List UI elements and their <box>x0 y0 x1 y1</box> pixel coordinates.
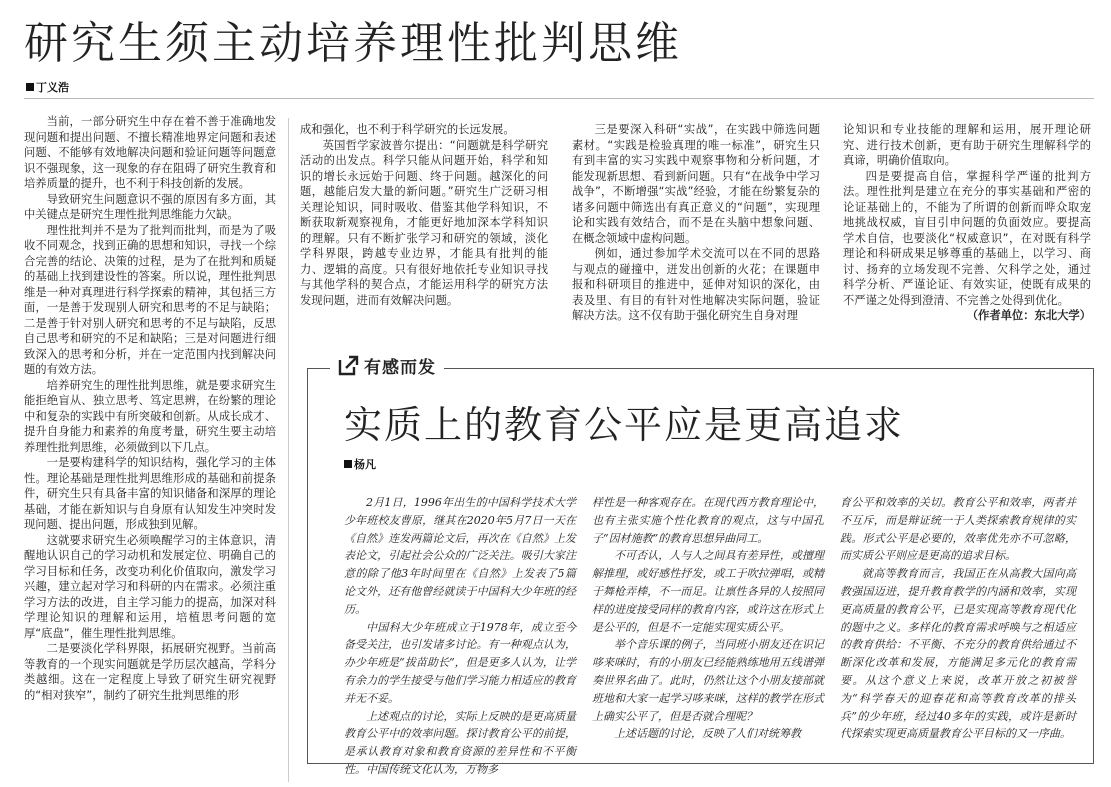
paragraph: 二是要淡化学科界限，拓展研究视野。当前高等教育的一个现实问题就是学历层次越高，学科分类越细。这在一定程度上导致了研究生研究视野的“相对狭窄”，制约了研究生批判思维的形 <box>24 642 276 702</box>
paragraph: 培养研究生的理性批判思维，就是要求研究生能拒绝盲从、独立思考、笃定思辨，在纷繁的理论中和复杂的实践中有所突破和创新。从成长成才、提升自身能力和素养的角度考量，研究生要主动培养理性批判思维，必须做到以下几点。 <box>24 378 276 454</box>
title-rule <box>24 98 1094 99</box>
paragraph: 英国哲学家波普尔提出：“问题就是科学研究活动的出发点。科学只能从问题开始，科学和知识的增长永远始于问题、终于问题。越深化的问题，越能启发大量的新问题。”研究生广泛研习相关理论知识，同时吸收、借鉴其他学科知识，不断获取新观察视角，才能更好地加深本学科知识的理解。只有不断扩张学习和研究的领域，淡化学科界限，跨越专业边界，才能具有批判的能力、逻辑的高度。只有很好地依托专业知识寻找与其他学科的契合点，才能运用科学的研究方法发现问题，进而有效解决问题。 <box>300 138 548 307</box>
paragraph: 中国科大少年班成立于1978年，成立至今备受关注，也引发诸多讨论。有一种观点认为，办少年班是“拔苗助长”，但是更多人认为，让学有余力的学生接受与他们学习能力相适应的教育并无不妥。 <box>344 620 576 705</box>
paragraph: 上述观点的讨论，实际上反映的是更高质量教育公平中的效率问题。探讨教育公平的前提，是承认教育对象和教育资源的差异性和不平衡性。中国传统文化认为，万物多 <box>344 709 576 776</box>
paragraph: 育公平和效率的关切。教育公平和效率，两者并不互斥，而是辩证统一于人类探索教育规律的实践。形式公平是必要的，效率优先亦不可忽略，而实质公平则应是更高的追求目标。 <box>840 496 1076 563</box>
article-column-1 <box>24 114 276 784</box>
byline-square-icon <box>344 460 352 468</box>
paragraph: 论知识和专业技能的理解和运用，展开理论研究、进行技术创新，更有助于研究生理解科学的真谛，明确价值取向。 <box>843 123 1091 167</box>
paragraph: 不可否认，人与人之间具有差异性，或擅理解推理，或好感性抒发，或工于吹拉弹唱，或精于舞枪弄棒，不一而足。让禀性各异的人按照同样的进度接受同样的教育内容，或许这在形式上是公平的，但是不一定能实现实质公平。 <box>592 549 824 634</box>
paragraph: 导致研究生问题意识不强的原因有多方面，其中关键点是研究生理性批判思维能力欠缺。 <box>24 192 276 221</box>
page-title: 研究生须主动培养理性批判思维 <box>24 18 682 69</box>
article-column-2 <box>300 122 548 322</box>
paragraph: 样性是一种客观存在。在现代西方教育理论中，也有主张实施个性化教育的观点，这与中国孔子“因材施教”的教育思想异曲同工。 <box>592 496 824 545</box>
column-author-byline <box>344 458 376 472</box>
paragraph: 理性批判并不是为了批判而批判，而是为了吸收不同观念，找到正确的思想和知识，寻找一个综合完善的结论、决策的过程，是为了在批判和质疑的基础上找到建设性的答案。所以说，理性批判思维是一种对真理进行科学探索的精神，其包括三方面，一是善于发现别人研究和思考的不足与缺陷；二是善于针对别人研究和思考的不足与缺陷，反思自己思考和研究的不足和缺陷；三是对问题进行细致深入的思考和分析，并在一定范围内找到解决问题的有效方法。 <box>24 223 276 376</box>
article-column-3 <box>572 122 820 322</box>
author-byline <box>26 81 69 95</box>
column-title: 实质上的教育公平应是更高追求 <box>344 403 905 447</box>
paragraph: 2月1日，1996年出生的中国科学技术大学少年班校友曹原，继其在2020年5月7日一天在《自然》连发两篇论文后，再次在《自然》上发表论文，引起社会公众的广泛关注。吸引大家注意的除了他3年时间里在《自然》上发表了5篇论文外，还有他曾经就读于中国科大少年班的经历。 <box>344 496 576 616</box>
paragraph: 上述话题的讨论，反映了人们对统筹教 <box>614 727 801 741</box>
column-author-name: 杨凡 <box>354 458 376 471</box>
paragraph: 四是要提高自信，掌握科学严谨的批判方法。理性批判是建立在充分的事实基础和严密的论证基础上的，不能为了所谓的创新而哗众取宠地挑战权威，盲目引申问题的负面效应。要提高学术自信，也要淡化“权威意识”，在对既有科学理论和科研成果足够尊重的基础上，以学习、商讨、扬弃的立场发现不完善、欠科学之处，通过科学分析、严谨论证、有效实证，使既有成果的不严谨之处得到澄清、不完善之处得到优化。 <box>843 169 1091 307</box>
paragraph: 一是要构建科学的知识结构，强化学习的主体性。理论基础是理性批判思维形成的基础和前提条件，研究生只有具备丰富的知识储备和深厚的理论基础，才能在新知识与自身原有认知发生冲突时发现问题、提出问题，形成独到见解。 <box>24 456 276 531</box>
author-name: 丁义浩 <box>36 81 69 94</box>
paragraph: 成和强化，也不利于科学研究的长远发展。 <box>300 123 515 136</box>
paragraph: 当前，一部分研究生中存在着不善于准确地发现问题和提出问题、不擅长精准地界定问题和表述问题、不能够有效地解决问题和验证问题等问题意识不强现象，这一现象的存在阻碍了研究生教育和培养质量的提升，也不利于科技创新的发展。 <box>24 115 276 190</box>
paragraph: 这就要求研究生必须唤醒学习的主体意识，清醒地认识自己的学习动机和发展定位、明确自己的学习目标和任务，改变功利化价值取向，激发学习兴趣，建立起对学习和科研的内在需求。必须注重学习方法的改进，自主学习能力的提高，加深对科学理论知识的理解和运用，培植思考问题的宽厚“底盘”，催生理性批判思维。 <box>24 533 276 640</box>
section-label: 有感而发 <box>364 357 436 378</box>
author-affiliation: （作者单位：东北大学） <box>966 309 1091 322</box>
paragraph: 举个音乐课的例子，当同班小朋友还在识记哆来咪时，有的小朋友已经能熟练地用五线谱弹奏世界名曲了。此时，仍然让这个小朋友接部就班地和大家一起学习哆来咪，这样的教学在形式上确实公平了，但是否就合理呢？ <box>592 638 824 723</box>
section-tab <box>330 348 444 382</box>
article-column-4 <box>843 122 1091 322</box>
column-text-3 <box>840 494 1076 756</box>
paragraph: 三是要深入科研“实战”，在实践中筛选问题素材。“实践是检验真理的唯一标准”，研究生只有到丰富的实习实践中观察事物和分析问题，才能发现新思想、看到新问题。只有“在战争中学习战争”，不断增强“实战”经验，才能在纷繁复杂的诸多问题中筛选出有真正意义的“问题”，实现理论和实践有效结合，而不是在头脑中想象问题、在概念领域中虚构问题。 <box>572 123 820 245</box>
paragraph: 就高等教育而言，我国正在从高教大国向高教强国迈进，提升教育教学的内涵和效率，实现更高质量的教育公平，已是实现高等教育现代化的题中之义。多样化的教育需求呼唤与之相适应的教育供给：不平衡、不充分的教育供给通过不断深化改革和发展，方能满足多元化的教育需要。从这个意义上来说，改革开放之初被誉为“科学春天的迎春花和高等教育改革的排头兵”的少年班，经过40多年的实践，或许是新时代探索实现更高质量教育公平目标的又一序曲。 <box>840 567 1076 741</box>
byline-square-icon <box>26 83 34 91</box>
external-arrow-icon <box>338 354 360 376</box>
column-divider <box>288 118 289 782</box>
paragraph: 例如，通过参加学术交流可以在不同的思路与观点的碰撞中，迸发出创新的火花；在课题申报和科研项目的推进中，延伸对知识的深化，由表及里、有目的有针对性地解决实际问题，验证解决方法。这不仅有助于强化研究生自身对理 <box>572 247 820 322</box>
column-text-1 <box>344 494 576 776</box>
column-text-2 <box>592 494 824 756</box>
